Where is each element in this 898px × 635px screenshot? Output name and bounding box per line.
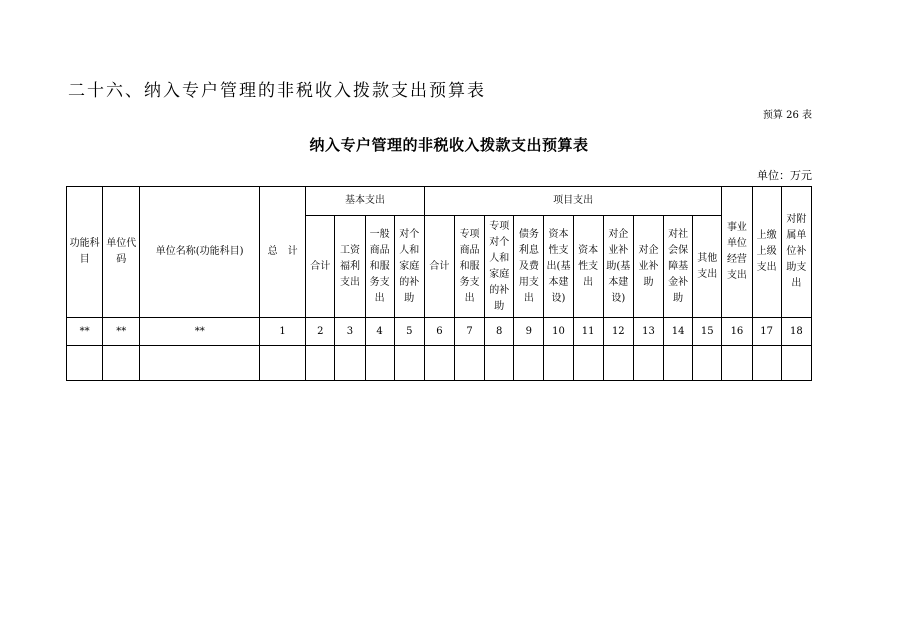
header-other: 其他支出	[693, 216, 722, 318]
header-func-code: 功能科目	[67, 187, 103, 318]
header-unit-name: 单位名称(功能科目)	[140, 187, 260, 318]
empty-cell	[603, 346, 633, 381]
header-special-goods: 专项商品和服务支出	[454, 216, 484, 318]
empty-cell	[454, 346, 484, 381]
empty-cell	[781, 346, 811, 381]
header-enterprise-basic: 对企业补助(基本建设)	[603, 216, 633, 318]
empty-cell	[514, 346, 544, 381]
index-cell: 13	[633, 318, 663, 346]
budget-table	[66, 186, 812, 381]
index-cell: 10	[544, 318, 573, 346]
index-cell: 8	[485, 318, 514, 346]
index-cell: 1	[260, 318, 306, 346]
header-row-groups	[67, 187, 812, 216]
index-cell: 5	[394, 318, 424, 346]
empty-cell	[424, 346, 454, 381]
table-row-empty	[67, 346, 812, 381]
index-cell: 17	[752, 318, 781, 346]
header-turn-over: 上缴上级支出	[752, 187, 781, 318]
empty-cell	[365, 346, 394, 381]
empty-cell	[722, 346, 752, 381]
empty-cell	[67, 346, 103, 381]
header-total: 总 计	[260, 187, 306, 318]
empty-cell	[103, 346, 140, 381]
header-social-security: 对社会保障基金补助	[664, 216, 693, 318]
index-cell: 11	[573, 318, 603, 346]
header-affiliated: 对附属单位补助支出	[781, 187, 811, 318]
empty-cell	[664, 346, 693, 381]
section-heading: 二十六、纳入专户管理的非税收入拨款支出预算表	[68, 81, 486, 101]
empty-cell	[633, 346, 663, 381]
index-cell: 14	[664, 318, 693, 346]
index-cell: 18	[781, 318, 811, 346]
unit-label: 单位：万元	[757, 169, 812, 182]
empty-cell	[335, 346, 365, 381]
header-project-total: 合计	[424, 216, 454, 318]
header-basic-total: 合计	[306, 216, 335, 318]
table-title: 纳入专户管理的非税收入拨款支出预算表	[309, 136, 589, 154]
header-basic-group: 基本支出	[306, 187, 425, 216]
empty-cell	[260, 346, 306, 381]
empty-cell	[752, 346, 781, 381]
index-cell: 6	[424, 318, 454, 346]
header-wages: 工资福利支出	[335, 216, 365, 318]
header-enterprise: 对企业补助	[633, 216, 663, 318]
index-cell: 2	[306, 318, 335, 346]
index-cell: 16	[722, 318, 752, 346]
empty-cell	[140, 346, 260, 381]
index-cell: 4	[365, 318, 394, 346]
index-cell: 15	[693, 318, 722, 346]
header-capital-basic: 资本性支出(基本建设)	[544, 216, 573, 318]
index-cell: 3	[335, 318, 365, 346]
empty-cell	[544, 346, 573, 381]
header-business-unit: 事业单位经营支出	[722, 187, 752, 318]
header-project-group: 项目支出	[424, 187, 722, 216]
header-special-personal: 专项对个人和家庭的补助	[485, 216, 514, 318]
empty-cell	[485, 346, 514, 381]
header-capital: 资本性支出	[573, 216, 603, 318]
index-cell: **	[140, 318, 260, 346]
header-personal-family: 对个人和家庭的补助	[394, 216, 424, 318]
empty-cell	[394, 346, 424, 381]
header-unit-code: 单位代码	[103, 187, 140, 318]
index-cell: 7	[454, 318, 484, 346]
index-cell: **	[103, 318, 140, 346]
index-cell: **	[67, 318, 103, 346]
index-cell: 9	[514, 318, 544, 346]
index-cell: 12	[603, 318, 633, 346]
table-row	[67, 318, 812, 346]
empty-cell	[693, 346, 722, 381]
table-code: 预算 26 表	[762, 110, 812, 121]
empty-cell	[306, 346, 335, 381]
header-debt-interest: 债务利息及费用支出	[514, 216, 544, 318]
empty-cell	[573, 346, 603, 381]
header-goods-services: 一般商品和服务支出	[365, 216, 394, 318]
